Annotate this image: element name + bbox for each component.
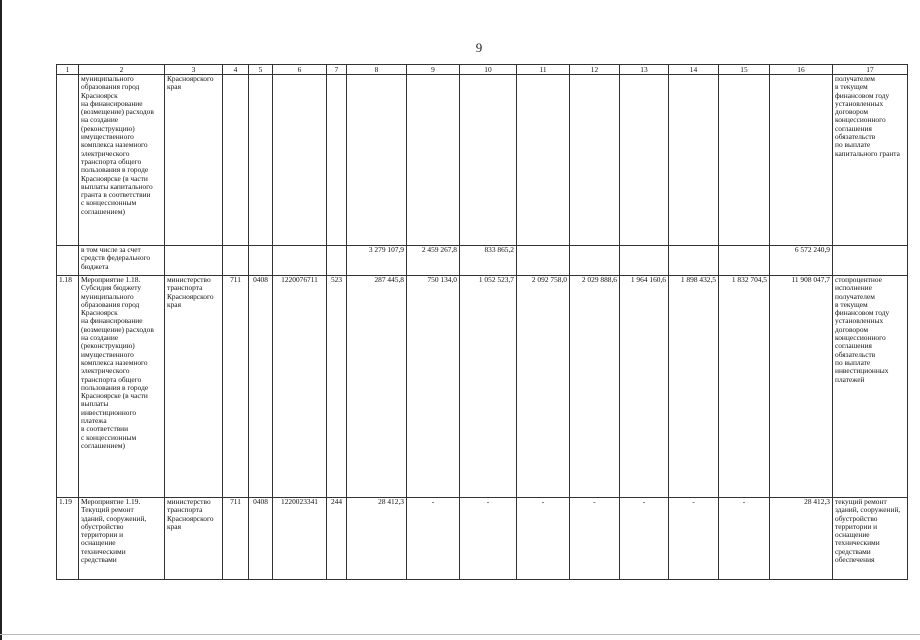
amount-cell: 28 412,3	[347, 498, 407, 580]
row-id: 1.19	[57, 498, 79, 580]
amount-cell	[620, 75, 669, 246]
col-num: 10	[460, 65, 517, 75]
col-num: 12	[570, 65, 620, 75]
page-left-edge	[0, 0, 2, 640]
budget-table	[56, 64, 908, 580]
amount-cell	[570, 75, 620, 246]
amount-cell: 3 279 107,9	[347, 246, 407, 276]
target-article	[273, 246, 327, 276]
expense-type	[327, 246, 347, 276]
total-cell: 6 572 240,9	[770, 246, 833, 276]
amount-cell	[460, 75, 517, 246]
amount-cell	[620, 246, 669, 276]
amount-cell: 1 832 704,5	[719, 276, 770, 498]
expected-result	[833, 246, 908, 276]
section-code: 0408	[249, 498, 273, 580]
responsible-agency: министерство транспорта Красноярского края	[165, 498, 223, 580]
row-id	[57, 75, 79, 246]
col-num: 6	[273, 65, 327, 75]
amount-cell: 1 898 432,5	[669, 276, 719, 498]
col-num: 3	[165, 65, 223, 75]
page-number: 9	[475, 40, 483, 55]
table-row	[57, 498, 908, 580]
col-num: 13	[620, 65, 669, 75]
row-id	[57, 246, 79, 276]
amount-cell: 287 445,8	[347, 276, 407, 498]
col-num: 2	[79, 65, 165, 75]
col-num: 9	[407, 65, 460, 75]
col-num: 11	[517, 65, 570, 75]
grbs-code: 711	[223, 498, 249, 580]
expected-result: получателем в текущем финансовом году установленных договором концессионного соглашения обязательств по выплате капитального гранта	[833, 75, 908, 246]
amount-cell	[719, 75, 770, 246]
amount-cell: 2 092 758,0	[517, 276, 570, 498]
target-article	[273, 75, 327, 246]
amount-cell	[669, 246, 719, 276]
amount-cell: -	[407, 498, 460, 580]
col-num: 5	[249, 65, 273, 75]
col-num: 8	[347, 65, 407, 75]
amount-cell: 1 964 160,6	[620, 276, 669, 498]
amount-cell	[719, 246, 770, 276]
col-num: 16	[770, 65, 833, 75]
col-num: 7	[327, 65, 347, 75]
col-num: 1	[57, 65, 79, 75]
col-num: 14	[669, 65, 719, 75]
section-code: 0408	[249, 276, 273, 498]
col-num: 17	[833, 65, 908, 75]
amount-cell: -	[669, 498, 719, 580]
table-row	[57, 276, 908, 498]
grbs-code	[223, 246, 249, 276]
col-num: 15	[719, 65, 770, 75]
section-code	[249, 246, 273, 276]
column-number-row	[57, 65, 908, 75]
row-id: 1.18	[57, 276, 79, 498]
expense-type: 244	[327, 498, 347, 580]
grbs-code: 711	[223, 276, 249, 498]
amount-cell: 833 865,2	[460, 246, 517, 276]
activity-name: в том числе за счет средств федерального бюджета	[79, 246, 165, 276]
amount-cell: -	[460, 498, 517, 580]
expected-result: текущий ремонт зданий, сооружений, обустройство территории и оснащение техническими средствами обеспечения	[833, 498, 908, 580]
table-row	[57, 75, 908, 246]
expected-result: стопроцентное исполнение получателем в текущем финансовом году установленных договором концессионного соглашения обязательств по выплате инвестиционных платежей	[833, 276, 908, 498]
activity-name: Мероприятие 1.19. Текущий ремонт зданий, сооружений, обустройство территории и оснащение техническими средствами	[79, 498, 165, 580]
activity-name: муниципального образования город Красноярск на финансирование (возмещение) расходов на создание (реконструкцию) имущественного комплекса наземного электрического транспорта общего пользования в городе Красноярске (в части выплаты капитального гранта в соответствии с концессионным соглашением)	[79, 75, 165, 246]
target-article: 1220023341	[273, 498, 327, 580]
amount-cell: -	[620, 498, 669, 580]
expense-type	[327, 75, 347, 246]
amount-cell: 2 029 888,6	[570, 276, 620, 498]
amount-cell: -	[719, 498, 770, 580]
amount-cell	[570, 246, 620, 276]
total-cell: 28 412,3	[770, 498, 833, 580]
col-num: 4	[223, 65, 249, 75]
activity-name: Мероприятие 1.18. Субсидия бюджету муниципального образования город Красноярск на финансирование (возмещение) расходов на создание (реконструкцию) имущественного комплекса наземного электрического транспорта общего пользования в городе Красноярске (в части выплаты инвестиционного платежа в соответствии с концессионным соглашением)	[79, 276, 165, 498]
grbs-code	[223, 75, 249, 246]
amount-cell: 2 459 267,8	[407, 246, 460, 276]
amount-cell: -	[517, 498, 570, 580]
target-article: 1220076711	[273, 276, 327, 498]
expense-type: 523	[327, 276, 347, 498]
amount-cell	[517, 75, 570, 246]
responsible-agency: министерство транспорта Красноярского края	[165, 276, 223, 498]
table-row	[57, 246, 908, 276]
responsible-agency	[165, 246, 223, 276]
amount-cell	[517, 246, 570, 276]
amount-cell: 1 052 523,7	[460, 276, 517, 498]
amount-cell: -	[570, 498, 620, 580]
amount-cell: 750 134,0	[407, 276, 460, 498]
amount-cell	[407, 75, 460, 246]
total-cell: 11 908 047,7	[770, 276, 833, 498]
total-cell	[770, 75, 833, 246]
amount-cell	[669, 75, 719, 246]
responsible-agency: Красноярского края	[165, 75, 223, 246]
section-code	[249, 75, 273, 246]
page-bottom-edge	[0, 634, 920, 635]
amount-cell	[347, 75, 407, 246]
